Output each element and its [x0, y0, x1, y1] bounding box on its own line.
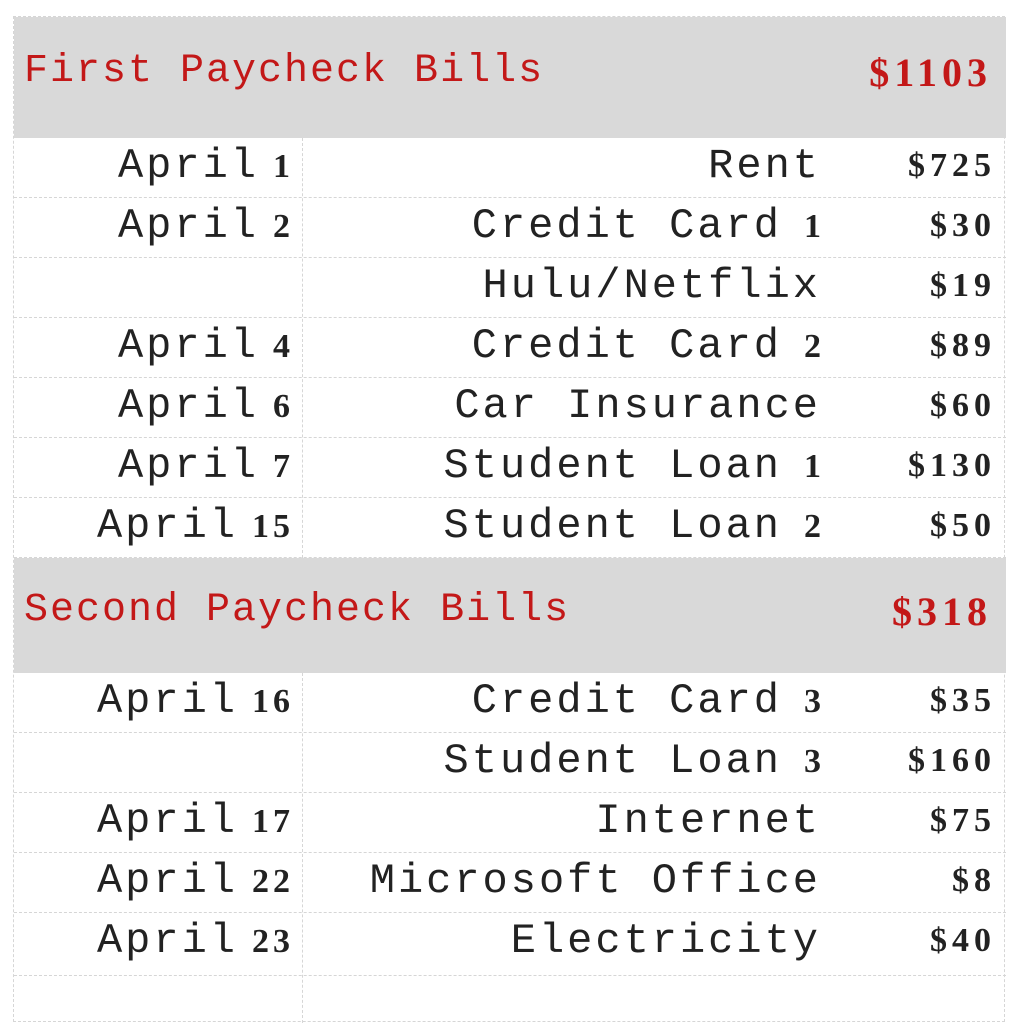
bill-amount: $30: [930, 207, 996, 244]
second-paycheck-title: Second Paycheck Bills: [24, 588, 571, 633]
bill-amount: $725: [908, 147, 996, 184]
bill-description: Internet: [595, 797, 821, 845]
second-paycheck-total: $318: [892, 589, 992, 634]
bill-date: April 22: [96, 857, 294, 905]
first-paycheck-header: [14, 17, 1006, 138]
bill-row: [14, 498, 1006, 558]
bill-amount: $130: [908, 447, 996, 484]
bill-amount: $35: [930, 682, 996, 719]
bill-row: [14, 913, 1006, 976]
bill-amount: $19: [930, 267, 996, 304]
first-paycheck-total: $1103: [869, 50, 992, 95]
bill-description: Car Insurance: [454, 382, 821, 430]
bill-description: Credit Card 1: [471, 202, 821, 250]
bill-description: Credit Card 2: [471, 322, 821, 370]
bill-amount: $160: [908, 742, 996, 779]
bill-date: April 2: [117, 202, 294, 250]
bill-amount: $60: [930, 387, 996, 424]
bill-amount: $89: [930, 327, 996, 364]
bill-amount: $40: [930, 922, 996, 959]
bill-amount: $75: [930, 802, 996, 839]
bill-row: [14, 438, 1006, 498]
bill-date: April 17: [96, 797, 294, 845]
first-paycheck-title: First Paycheck Bills: [24, 49, 545, 94]
bill-description: Student Loan 3: [443, 737, 821, 785]
bill-description: Microsoft Office: [369, 857, 821, 905]
empty-row: [14, 976, 1006, 1023]
bill-row: [14, 733, 1006, 793]
bills-sheet: [13, 16, 1005, 1022]
bill-description: Credit Card 3: [471, 677, 821, 725]
bill-date: April 6: [117, 382, 294, 430]
bill-date: April 7: [117, 442, 294, 490]
second-paycheck-header: [14, 558, 1006, 673]
bill-row: [14, 198, 1006, 258]
bill-description: Student Loan 1: [443, 442, 821, 490]
bill-row: [14, 793, 1006, 853]
bill-row: [14, 138, 1006, 198]
bill-row: [14, 853, 1006, 913]
bill-date: April 23: [96, 917, 294, 965]
bill-row: [14, 378, 1006, 438]
bill-date: April 4: [117, 322, 294, 370]
bill-row: [14, 258, 1006, 318]
bill-date: April 15: [96, 502, 294, 550]
bill-row: [14, 318, 1006, 378]
bill-row: [14, 673, 1006, 733]
bill-amount: $8: [952, 862, 996, 899]
bill-description: Student Loan 2: [443, 502, 821, 550]
bill-date: April 16: [96, 677, 294, 725]
bill-description: Hulu/Netflix: [482, 262, 821, 310]
bill-amount: $50: [930, 507, 996, 544]
bill-date: April 1: [117, 142, 294, 190]
bill-description: Electricity: [510, 917, 821, 965]
bill-description: Rent: [708, 142, 821, 190]
